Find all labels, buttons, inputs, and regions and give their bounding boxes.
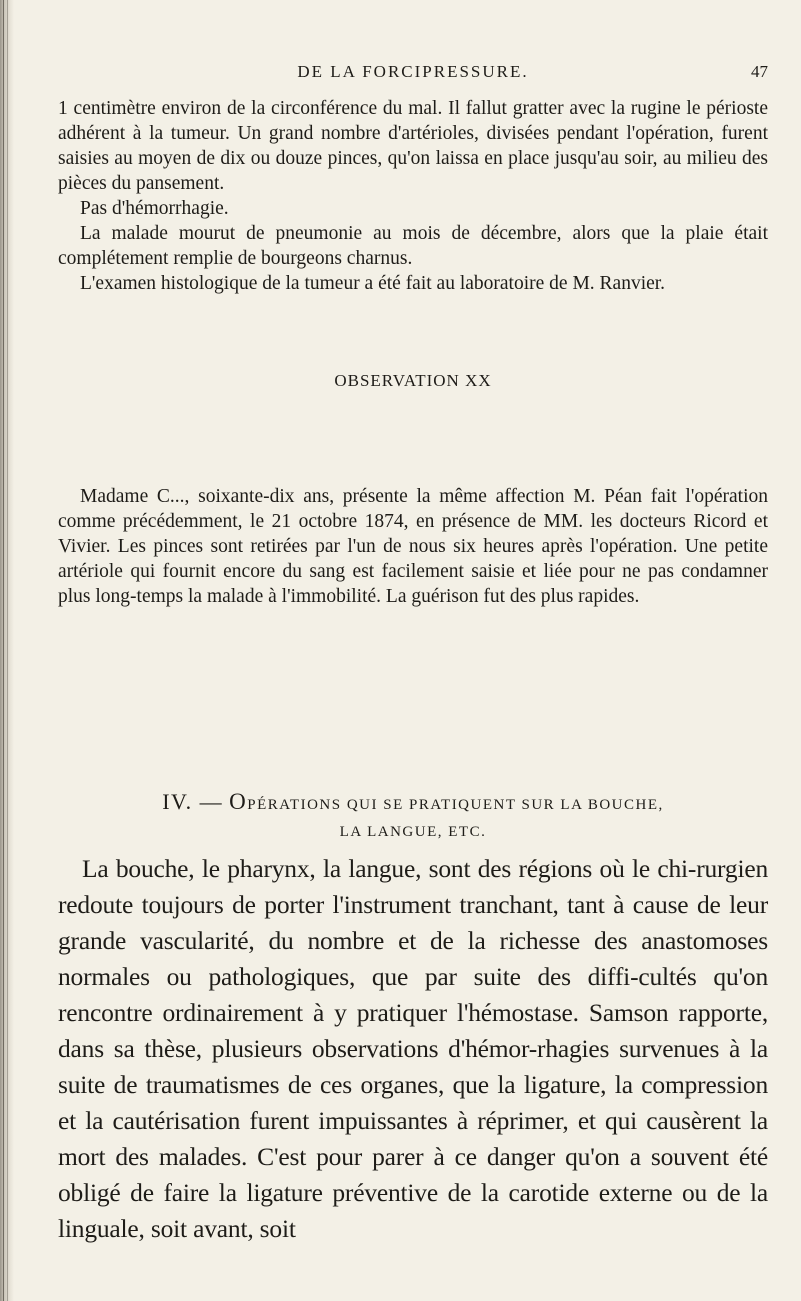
paragraph: La malade mourut de pneumonie au mois de décembre, alors que la plaie était complétement remplie de bourgeons charnus. [58, 223, 768, 269]
paragraph: L'examen histologique de la tumeur a été fait au laboratoire de M. Ranvier. [80, 273, 666, 294]
section-heading-line-2: LA LANGUE, ETC. [339, 824, 487, 840]
gutter-line [3, 0, 4, 1301]
case-continuation [58, 96, 768, 296]
section-heading [58, 788, 768, 846]
paragraph: La bouche, le pharynx, la langue, sont des régions où le chi-rurgien redoute toujours de porter l'instrument tranchant, tant à cause de leur grande vascularité, du nombre et de la richesse des anastomoses normales ou pathologiques, que par suite des diffi-cultés qu'on rencontre ordinairement à y pratiquer l'hémostase. Samson rapporte, dans sa thèse, plusieurs observations d'hémor-rhagies survenues à la suite de traumatismes de ces organes, que la ligature, la compression et la cautérisation furent impuissantes à réprimer, et qui causèrent la mort des malades. C'est pour parer à ce danger qu'on a souvent été obligé de faire la ligature préventive de la carotide externe ou de la linguale, soit avant, soit [58, 854, 768, 1243]
observation-title: OBSERVATION XX [334, 371, 492, 390]
observation-body [58, 484, 768, 609]
section-body [58, 851, 768, 1247]
running-head [58, 62, 768, 86]
paragraph: Madame C..., soixante-dix ans, présente la même affection M. Péan fait l'opération comme précédemment, le 21 octobre 1874, en présence de MM. les docteurs Ricord et Vivier. Les pinces sont retirées par l'un de nous six heures après l'opération. Une petite artériole qui fournit encore du sang est facilement saisie et liée pour ne pas condamner plus long-temps la malade à l'immobilité. La guérison fut des plus rapides. [58, 486, 768, 607]
running-head-title: DE LA FORCIPRESSURE. [297, 62, 529, 81]
paragraph: Pas d'hémorrhagie. [80, 198, 229, 219]
book-page [58, 0, 768, 1301]
page-number: 47 [751, 62, 768, 81]
paragraph: 1 centimètre environ de la circonférence du mal. Il fallut gratter avec la rugine le périoste adhérent à la tumeur. Un grand nombre d'artérioles, divisées pendant l'opération, furent saisies au moyen de dix ou douze pinces, qu'on laissa en place jusqu'au soir, au milieu des pièces du pansement. [58, 98, 768, 194]
section-title-rest: PÉRATIONS QUI SE PRATIQUENT SUR LA BOUCHE, [247, 797, 664, 813]
section-number: IV. — [162, 789, 224, 814]
section-heading-line-1 [58, 788, 768, 819]
book-gutter [0, 0, 14, 1301]
gutter-line [7, 0, 8, 1301]
section-initial: O [229, 789, 248, 814]
